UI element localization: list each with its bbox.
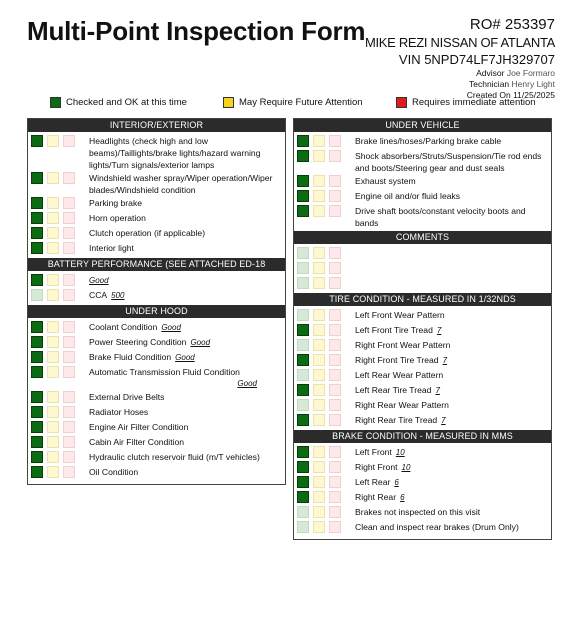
red-status-box [329,309,341,321]
red-status-box [329,369,341,381]
inspection-row [294,490,551,505]
section-header-battery: BATTERY PERFORMANCE (SEE ATTACHED ED-18 PRINTOUT) [28,258,285,271]
inspection-row [28,465,285,480]
status-boxes [31,365,75,378]
item-value: 7 [441,416,446,425]
green-status-box [297,135,309,147]
status-boxes [297,134,341,147]
inspection-row [28,390,285,405]
section-header-hood: UNDER HOOD [28,305,285,318]
red-status-box [329,190,341,202]
dealer-name: MIKE REZI NISSAN OF ATLANTA [364,35,555,50]
red-status-box [63,197,75,209]
status-boxes [31,450,75,463]
green-status-box [297,324,309,336]
green-status-box [297,506,309,518]
red-status-box [329,247,341,259]
item-label: Left Rear 6 [355,477,399,487]
item-label: Parking brake [89,198,143,208]
inspection-row [28,171,285,196]
technician-name: Henry Light [511,79,555,89]
created-date: Created On 11/25/2025 [466,90,555,100]
green-status-box [297,476,309,488]
yellow-status-box [47,351,59,363]
yellow-status-box [47,391,59,403]
red-status-box [63,436,75,448]
green-status-box [297,414,309,426]
section-header-brake: BRAKE CONDITION - MEASURED IN MMS [294,430,551,443]
green-status-box [297,399,309,411]
red-status-box [329,506,341,518]
inspection-row [28,450,285,465]
yellow-status-box [47,366,59,378]
item-value: 10 [395,448,405,457]
inspection-row [294,246,551,261]
vehicle-items [294,132,551,231]
inspection-row [294,149,551,174]
inspection-row [294,398,551,413]
status-boxes [297,204,341,217]
red-status-box [329,399,341,411]
green-status-box [297,247,309,259]
status-boxes [297,174,341,187]
item-label: Drive shaft boots/constant velocity boots and bands [355,206,526,228]
left-column [27,118,286,485]
repair-order-number: RO# 253397 [469,16,555,33]
yellow-status-box [313,150,325,162]
yellow-status-box [313,190,325,202]
item-label: Windshield washer spray/Wiper operation/Wiper blades/Windshield condition [89,173,273,195]
green-status-box [297,461,309,473]
green-status-box [31,212,43,224]
green-status-box [297,369,309,381]
green-status-box [31,227,43,239]
item-label: Left Front Wear Pattern [355,310,445,320]
green-status-box [297,277,309,289]
red-status-box [63,391,75,403]
red-status-box [63,227,75,239]
green-status-box [297,175,309,187]
red-status-box [329,135,341,147]
advisor-line: Advisor Joe Formaro [476,68,555,78]
brake-items [294,443,551,539]
status-boxes [297,398,341,411]
item-label: Brakes not inspected on this visit [355,507,481,517]
inspection-row [28,226,285,241]
yellow-status-box [47,289,59,301]
item-value: 7 [442,356,448,365]
form-title: Multi-Point Inspection Form [27,16,366,46]
right-column [293,118,552,540]
red-status-box [329,446,341,458]
red-status-box [63,172,75,184]
inspection-row [28,320,285,335]
inspection-row [28,365,285,390]
green-status-box [31,351,43,363]
green-status-box [31,406,43,418]
status-boxes [31,273,75,286]
green-status-box [31,135,43,147]
item-label [341,276,547,277]
status-boxes [297,368,341,381]
yellow-status-box [47,336,59,348]
inspection-row [294,413,551,428]
yellow-status-box [313,399,325,411]
section-header-vehicle: UNDER VEHICLE [294,119,551,132]
status-boxes [31,390,75,403]
item-label: Right Rear 6 [355,492,405,502]
red-status-box [329,339,341,351]
yellow-status-box [47,406,59,418]
item-label: Left Rear Wear Pattern [355,370,444,380]
red-status-box [63,366,75,378]
red-status-box [63,451,75,463]
yellow-status-box [47,212,59,224]
item-value: 500 [111,291,125,300]
red-status-box [63,242,75,254]
yellow-status-box [313,476,325,488]
item-label: Coolant Condition Good [89,322,181,332]
item-label: Right Front Tire Tread 7 [355,355,448,365]
red-status-box [63,406,75,418]
red-status-box [329,175,341,187]
inspection-row [294,445,551,460]
section-header-interior: INTERIOR/EXTERIOR [28,119,285,132]
status-boxes [31,288,75,301]
yellow-status-box [313,461,325,473]
status-boxes [297,445,341,458]
item-value: Good [89,276,109,285]
item-value: 7 [435,386,440,395]
status-boxes [297,383,341,396]
inspection-row [28,350,285,365]
inspection-row [294,460,551,475]
green-status-box [31,366,43,378]
inspection-row [28,134,285,171]
item-label: Shock absorbers/Struts/Suspension/Tie rod ends and boots/Steering gear and dust seals [355,151,542,173]
inspection-row [294,204,551,229]
vin-number: VIN 5NPD74LF7JH329707 [398,52,555,67]
yellow-status-box [313,369,325,381]
green-status-box [297,384,309,396]
yellow-status-box [313,521,325,533]
inspection-row [28,288,285,303]
yellow-status-box [313,205,325,217]
green-status-box [297,521,309,533]
item-value: 6 [400,493,405,502]
yellow-status-box [47,451,59,463]
inspection-row [28,211,285,226]
yellow-status-box [47,197,59,209]
legend-green: Checked and OK at this time [50,97,187,108]
yellow-status-box [47,135,59,147]
yellow-status-box [313,175,325,187]
status-boxes [297,338,341,351]
inspection-row [28,420,285,435]
inspection-row [28,196,285,211]
item-label: Horn operation [89,213,146,223]
red-status-box [63,289,75,301]
status-boxes [31,465,75,478]
status-boxes [31,420,75,433]
green-status-box [297,150,309,162]
comments-items [294,244,551,293]
inspection-row [294,323,551,338]
green-status-box [297,491,309,503]
status-boxes [297,308,341,321]
red-status-box [329,277,341,289]
red-status-box [329,461,341,473]
green-status-box [297,262,309,274]
status-boxes [297,413,341,426]
item-label: Automatic Transmission Fluid Condition Good [75,365,281,390]
status-boxes [297,246,341,259]
green-status-box [31,289,43,301]
yellow-status-box [313,324,325,336]
green-status-box [31,242,43,254]
item-label [341,246,547,247]
red-status-box [63,351,75,363]
red-status-box [63,466,75,478]
header-info [365,16,555,101]
status-boxes [297,353,341,366]
status-boxes [31,211,75,224]
status-boxes [297,490,341,503]
red-status-box [329,384,341,396]
item-label: Radiator Hoses [89,407,149,417]
status-boxes [31,405,75,418]
yellow-swatch-icon [223,97,234,108]
red-status-box [329,262,341,274]
green-status-box [31,466,43,478]
red-swatch-icon [396,97,407,108]
inspection-row [294,308,551,323]
red-status-box [63,336,75,348]
item-label: Right Front 10 [355,462,411,472]
yellow-status-box [47,242,59,254]
status-boxes [297,189,341,202]
yellow-status-box [313,135,325,147]
green-status-box [297,339,309,351]
inspection-row [294,475,551,490]
red-status-box [63,421,75,433]
item-value: 7 [436,326,442,335]
red-status-box [329,476,341,488]
yellow-status-box [313,506,325,518]
yellow-status-box [313,446,325,458]
section-header-comments: COMMENTS [294,231,551,244]
item-label: Left Front 10 [355,447,405,457]
item-label [75,273,281,287]
hood-items [28,318,285,484]
yellow-status-box [313,414,325,426]
interior-items [28,132,285,258]
green-status-box [31,436,43,448]
red-status-box [329,354,341,366]
status-boxes [31,171,75,184]
legend-yellow: May Require Future Attention [223,97,363,108]
item-label: Oil Condition [89,467,139,477]
item-label: Hydraulic clutch reservoir fluid (m/T vehicles) [89,452,260,462]
item-label: Left Rear Tire Tread 7 [355,385,440,395]
inspection-row [294,276,551,291]
status-boxes [297,520,341,533]
green-status-box [31,172,43,184]
yellow-status-box [47,321,59,333]
yellow-status-box [313,309,325,321]
status-boxes [31,350,75,363]
item-value: Good [190,338,211,347]
red-status-box [329,521,341,533]
status-boxes [31,226,75,239]
status-boxes [297,149,341,162]
inspection-row [294,174,551,189]
inspection-row [294,261,551,276]
yellow-status-box [313,354,325,366]
yellow-status-box [313,277,325,289]
yellow-status-box [313,247,325,259]
item-value: 10 [401,463,411,472]
status-boxes [31,435,75,448]
green-status-box [297,354,309,366]
item-label: External Drive Belts [89,392,165,402]
status-boxes [31,134,75,147]
green-status-box [31,274,43,286]
item-value: Good [237,379,257,388]
status-boxes [297,505,341,518]
status-boxes [297,323,341,336]
status-boxes [31,335,75,348]
technician-line: Technician Henry Light [468,79,555,89]
green-status-box [297,309,309,321]
status-boxes [297,261,341,274]
advisor-name: Joe Formaro [506,68,555,78]
item-label: CCA 500 [89,290,125,300]
inspection-row [294,353,551,368]
item-label: Clean and inspect rear brakes (Drum Only) [355,522,519,532]
item-label: Cabin Air Filter Condition [89,437,185,447]
item-label: Clutch operation (if applicable) [89,228,206,238]
green-status-box [31,197,43,209]
inspection-row [294,134,551,149]
item-label: Power Steering Condition Good [89,337,211,347]
item-label: Exhaust system [355,176,416,186]
red-status-box [329,414,341,426]
green-status-box [297,190,309,202]
inspection-row [294,338,551,353]
inspection-row [294,520,551,535]
red-status-box [63,212,75,224]
yellow-status-box [313,491,325,503]
battery-items [28,271,285,305]
green-status-box [297,205,309,217]
status-legend [50,97,550,111]
item-label [341,261,547,262]
item-value: Good [175,353,195,362]
red-status-box [63,135,75,147]
inspection-row [294,383,551,398]
green-status-box [31,336,43,348]
inspection-row [28,335,285,350]
section-header-tire: TIRE CONDITION - MEASURED IN 1/32NDS [294,293,551,306]
yellow-status-box [313,339,325,351]
item-value: Good [161,323,181,332]
item-label: Engine oil and/or fluid leaks [355,191,461,201]
legend-red: Requires immediate attention [396,97,536,108]
yellow-status-box [313,262,325,274]
inspection-row [28,273,285,288]
item-label: Brake Fluid Condition Good [89,352,195,362]
tire-items [294,306,551,430]
green-status-box [297,446,309,458]
inspection-row [28,241,285,256]
inspection-row [294,189,551,204]
red-status-box [329,324,341,336]
inspection-row [28,435,285,450]
yellow-status-box [47,172,59,184]
status-boxes [297,460,341,473]
item-label: Engine Air Filter Condition [89,422,189,432]
inspection-row [294,368,551,383]
yellow-status-box [47,274,59,286]
green-status-box [31,451,43,463]
item-value: 6 [394,478,399,487]
status-boxes [31,196,75,209]
status-boxes [31,320,75,333]
red-status-box [329,150,341,162]
inspection-row [28,405,285,420]
green-status-box [31,391,43,403]
green-status-box [31,321,43,333]
yellow-status-box [47,436,59,448]
red-status-box [329,491,341,503]
item-label: Brake lines/hoses/Parking brake cable [355,136,502,146]
item-label: Right Rear Tire Tread 7 [355,415,446,425]
red-status-box [63,321,75,333]
green-status-box [31,421,43,433]
status-boxes [297,276,341,289]
green-swatch-icon [50,97,61,108]
yellow-status-box [47,466,59,478]
item-label: Right Rear Wear Pattern [355,400,449,410]
item-label: Right Front Wear Pattern [355,340,451,350]
red-status-box [63,274,75,286]
status-boxes [31,241,75,254]
yellow-status-box [47,227,59,239]
inspection-row [294,505,551,520]
red-status-box [329,205,341,217]
item-label: Headlights (check high and low beams)/Taillights/brake lights/hazard warning lights/Turn signals/exterior lamps [89,136,261,170]
item-label: Left Front Tire Tread 7 [355,325,442,335]
yellow-status-box [313,384,325,396]
item-label: Interior light [89,243,134,253]
yellow-status-box [47,421,59,433]
status-boxes [297,475,341,488]
